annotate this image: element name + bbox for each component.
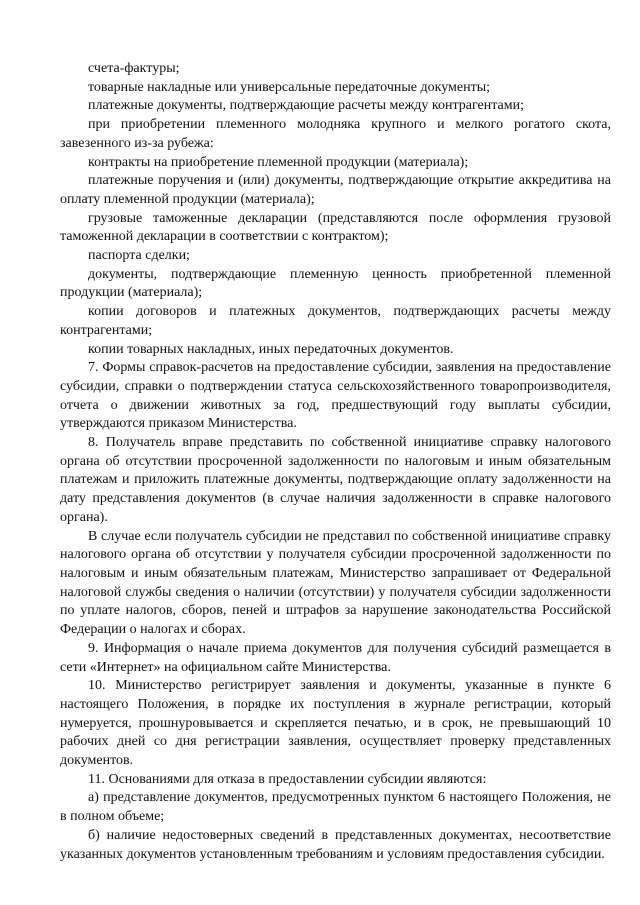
document-paragraph: б) наличие недостоверных сведений в представленных документах, несоответствие указанных документов установленным требованиям и условиям предоставления субсидии.: [60, 827, 611, 862]
document-paragraph: копии договоров и платежных документов, подтверждающих расчеты между контрагентами;: [60, 304, 611, 338]
document-paragraph: товарные накладные или универсальные передаточные документы;: [88, 79, 490, 95]
document-paragraph: В случае если получатель субсидии не представил по собственной инициативе справку налогового органа об отсутствии у получателя субсидии просроченной задолженности по налоговым и иным обязательным платежам, Министерство запрашивает от Федеральной налоговой службы сведения о наличии (отсутствии) у получателя субсидии задолженности по уплате налогов, сборов, пеней и штрафов за нарушение законодательства Российской Федерации о налогах и сборах.: [60, 528, 611, 638]
document-paragraph: копии товарных накладных, иных передаточных документов.: [88, 341, 454, 357]
document-paragraph: счета-фактуры;: [88, 61, 180, 76]
document-paragraph: документы, подтверждающие племенную ценность приобретенной племенной продукции (материала);: [60, 266, 611, 301]
document-page: [60, 60, 611, 864]
document-paragraph: платежные документы, подтверждающие расчеты между контрагентами;: [88, 98, 524, 114]
document-paragraph: контракты на приобретение племенной продукции (материала);: [88, 154, 469, 170]
document-paragraph: при приобретении племенного молодняка крупного и мелкого рогатого скота, завезенного из-за рубежа:: [60, 117, 611, 151]
document-paragraph: 10. Министерство регистрирует заявления и документы, указанные в пункте 6 настоящего Положения, в порядке их поступления в журнале регистрации, который нумеруется, прошнуровывается и скрепляется печатью, и в срок, не превышающий 10 рабочих дней со дня регистрации заявления, осуществляет проверку представленных документов.: [60, 678, 611, 769]
document-paragraph: 7. Формы справок-расчетов на предоставление субсидии, заявления на предоставление субсидии, справки о подтверждении статуса сельскохозяйственного товаропроизводителя, отчета о движении животных за год, предшествующий году выплаты субсидии, утверждаются приказом Министерства.: [60, 360, 611, 432]
document-paragraph: платежные поручения и (или) документы, подтверждающие открытие аккредитива на оплату племенной продукции (материала);: [60, 173, 611, 207]
document-paragraph: 11. Основаниями для отказа в предоставлении субсидии являются:: [88, 771, 487, 787]
document-paragraph: 8. Получатель вправе представить по собственной инициативе справку налогового органа об отсутствии просроченной задолженности по налоговым и иным обязательным платежам и приложить платежные документы, подтверждающие оплату задолженности на дату представления документов (в случае наличия задолженности в справке налогового органа).: [60, 435, 611, 525]
document-paragraph: грузовые таможенные декларации (представляются после оформления грузовой таможенной декларации в соответствии с контрактом);: [60, 210, 611, 245]
document-paragraph: а) представление документов, предусмотренных пунктом 6 настоящего Положения, не в полном объеме;: [60, 790, 611, 825]
document-paragraph: паспорта сделки;: [88, 248, 190, 264]
document-paragraph: 9. Информация о начале приема документов для получения субсидий размещается в сети «Интернет» на официальном сайте Министерства.: [60, 640, 611, 675]
